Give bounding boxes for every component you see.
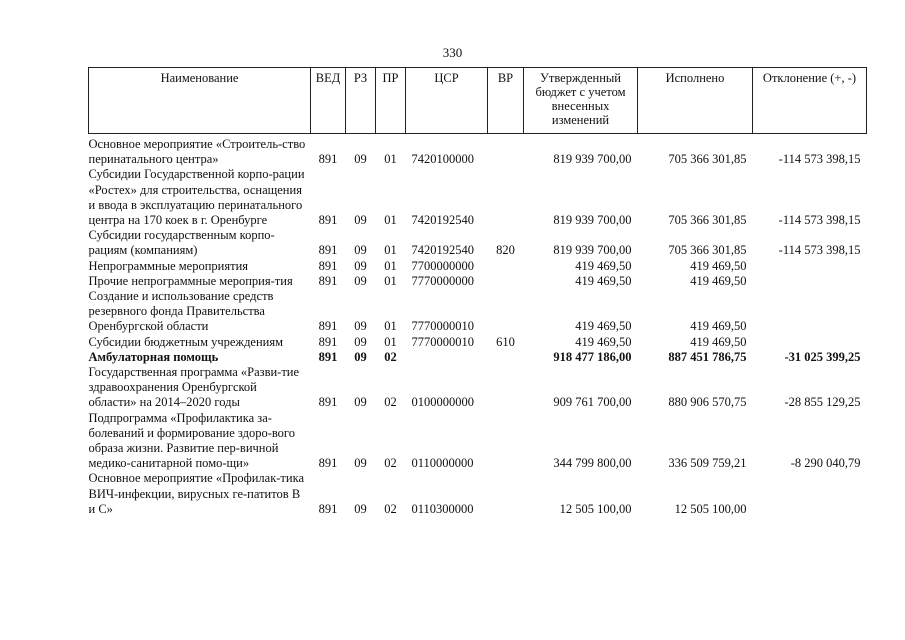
cell-name: Субсидии государственным корпо-рациям (компаниям)	[88, 228, 275, 258]
table-row	[89, 335, 867, 350]
cell-rz: 09	[354, 501, 367, 516]
table-row	[89, 274, 867, 289]
table-row	[89, 411, 867, 472]
header-pr: ПР	[376, 68, 406, 134]
cell-csr: 7420192540	[411, 243, 474, 258]
cell-name: Субсидии Государственной корпо-рации «Ростех» для строительства, оснащения и ввода в эксплуатацию перинатального центра на 170 коек в г. Оренбурге	[88, 167, 305, 228]
cell-vr	[488, 274, 524, 289]
cell-vr	[488, 350, 524, 365]
cell-pr: 01	[384, 334, 397, 349]
cell-vr	[488, 289, 524, 335]
cell-csr: 0100000000	[411, 395, 474, 410]
cell-csr: 0110000000	[411, 456, 474, 471]
cell-rz: 09	[354, 273, 367, 288]
header-csr: ЦСР	[406, 68, 488, 134]
page-number: 330	[442, 45, 463, 60]
cell-name: Подпрограмма «Профилактика за-болеваний и формирование здоро-вого образа жизни. Развитие пер-вичной медико-санитарной помо-щи»	[88, 410, 295, 471]
cell-vr: 610	[496, 334, 515, 349]
cell-csr: 7700000000	[411, 258, 474, 273]
cell-deviation	[753, 471, 867, 517]
cell-approved: 12 505 100,00	[559, 501, 632, 516]
cell-ved: 891	[318, 319, 338, 334]
cell-approved: 918 477 186,00	[553, 349, 632, 364]
cell-name: Государственная программа «Разви-тие здравоохранения Оренбургской области» на 2014–2020 годы	[88, 365, 300, 410]
cell-name: Прочие непрограммные мероприя-тия	[88, 273, 293, 288]
cell-approved: 819 939 700,00	[553, 213, 632, 228]
cell-vr: 820	[496, 243, 515, 258]
cell-rz: 09	[354, 456, 367, 471]
cell-csr: 7770000010	[411, 334, 474, 349]
cell-executed: 705 366 301,85	[668, 243, 747, 258]
cell-executed: 887 451 786,75	[668, 349, 747, 364]
table-row	[89, 365, 867, 411]
cell-ved: 891	[318, 258, 338, 273]
cell-approved: 419 469,50	[575, 258, 632, 273]
cell-ved: 891	[318, 334, 338, 349]
table-row	[89, 471, 867, 517]
budget-table	[88, 67, 867, 517]
cell-executed: 419 469,50	[690, 334, 747, 349]
cell-approved: 344 799 800,00	[553, 456, 632, 471]
header-approved: Утвержденный бюджет с учетом внесенных изменений	[524, 68, 638, 134]
cell-rz: 09	[354, 319, 367, 334]
cell-approved: 819 939 700,00	[553, 243, 632, 258]
cell-name: Непрограммные мероприятия	[88, 258, 249, 273]
cell-csr: 7770000000	[411, 273, 474, 288]
cell-deviation: -114 573 398,15	[778, 152, 861, 167]
cell-rz: 09	[354, 395, 367, 410]
table-row	[89, 228, 867, 258]
table-body	[89, 134, 867, 518]
cell-name: Амбулаторная помощь	[88, 349, 219, 364]
cell-rz: 09	[354, 152, 367, 167]
cell-name: Создание и использование средств резервного фонда Правительства Оренбургской области	[88, 289, 274, 334]
cell-deviation	[753, 335, 867, 350]
cell-vr	[488, 134, 524, 168]
cell-name: Основное мероприятие «Профилак-тика ВИЧ-инфекции, вирусных ге-патитов В и С»	[88, 471, 305, 516]
cell-deviation: -8 290 040,79	[790, 456, 861, 471]
table-row	[89, 134, 867, 168]
header-vr: ВР	[488, 68, 524, 134]
cell-executed: 336 509 759,21	[668, 456, 747, 471]
cell-vr	[488, 411, 524, 472]
cell-rz: 09	[354, 349, 367, 364]
cell-pr: 01	[384, 213, 397, 228]
cell-deviation	[753, 289, 867, 335]
cell-executed: 419 469,50	[690, 258, 747, 273]
cell-ved: 891	[318, 213, 338, 228]
cell-pr: 02	[384, 456, 397, 471]
cell-csr: 7420192540	[411, 213, 474, 228]
table-row	[89, 167, 867, 228]
cell-ved: 891	[318, 243, 338, 258]
header-executed: Исполнено	[638, 68, 753, 134]
cell-pr: 02	[384, 501, 397, 516]
cell-vr	[488, 259, 524, 274]
cell-deviation: -31 025 399,25	[784, 349, 861, 364]
cell-deviation	[753, 259, 867, 274]
cell-executed: 880 906 570,75	[668, 395, 747, 410]
cell-ved: 891	[318, 349, 338, 364]
cell-csr	[406, 350, 488, 365]
cell-ved: 891	[318, 501, 338, 516]
cell-executed: 705 366 301,85	[668, 152, 747, 167]
header-rz: РЗ	[346, 68, 376, 134]
cell-approved: 819 939 700,00	[553, 152, 632, 167]
cell-rz: 09	[354, 258, 367, 273]
header-deviation: Отклонение (+, -)	[753, 68, 867, 134]
cell-executed: 419 469,50	[690, 319, 747, 334]
cell-approved: 419 469,50	[575, 319, 632, 334]
cell-ved: 891	[318, 395, 338, 410]
cell-pr: 01	[384, 243, 397, 258]
cell-pr: 02	[384, 349, 397, 364]
table-row	[89, 350, 867, 365]
cell-vr	[488, 167, 524, 228]
cell-pr: 01	[384, 152, 397, 167]
cell-deviation: -114 573 398,15	[778, 243, 861, 258]
table-row	[89, 289, 867, 335]
header-ved: ВЕД	[311, 68, 346, 134]
cell-approved: 419 469,50	[575, 334, 632, 349]
cell-ved: 891	[318, 273, 338, 288]
cell-ved: 891	[318, 152, 338, 167]
cell-name: Основное мероприятие «Строитель-ство перинатального центра»	[88, 137, 306, 167]
cell-deviation: -114 573 398,15	[778, 213, 861, 228]
table-row	[89, 259, 867, 274]
cell-executed: 705 366 301,85	[668, 213, 747, 228]
cell-pr: 01	[384, 258, 397, 273]
cell-rz: 09	[354, 213, 367, 228]
cell-vr	[488, 365, 524, 411]
cell-executed: 12 505 100,00	[674, 501, 747, 516]
cell-deviation	[753, 274, 867, 289]
cell-csr: 7420100000	[411, 152, 474, 167]
cell-csr: 0110300000	[411, 501, 474, 516]
cell-deviation: -28 855 129,25	[784, 395, 861, 410]
cell-executed: 419 469,50	[690, 273, 747, 288]
cell-pr: 01	[384, 273, 397, 288]
cell-approved: 419 469,50	[575, 273, 632, 288]
cell-rz: 09	[354, 243, 367, 258]
cell-name: Субсидии бюджетным учреждениям	[88, 334, 284, 349]
header-name: Наименование	[89, 68, 311, 134]
cell-vr	[488, 471, 524, 517]
cell-rz: 09	[354, 334, 367, 349]
table-header	[89, 68, 867, 134]
cell-pr: 02	[384, 395, 397, 410]
cell-csr: 7770000010	[411, 319, 474, 334]
cell-pr: 01	[384, 319, 397, 334]
cell-ved: 891	[318, 456, 338, 471]
cell-approved: 909 761 700,00	[553, 395, 632, 410]
